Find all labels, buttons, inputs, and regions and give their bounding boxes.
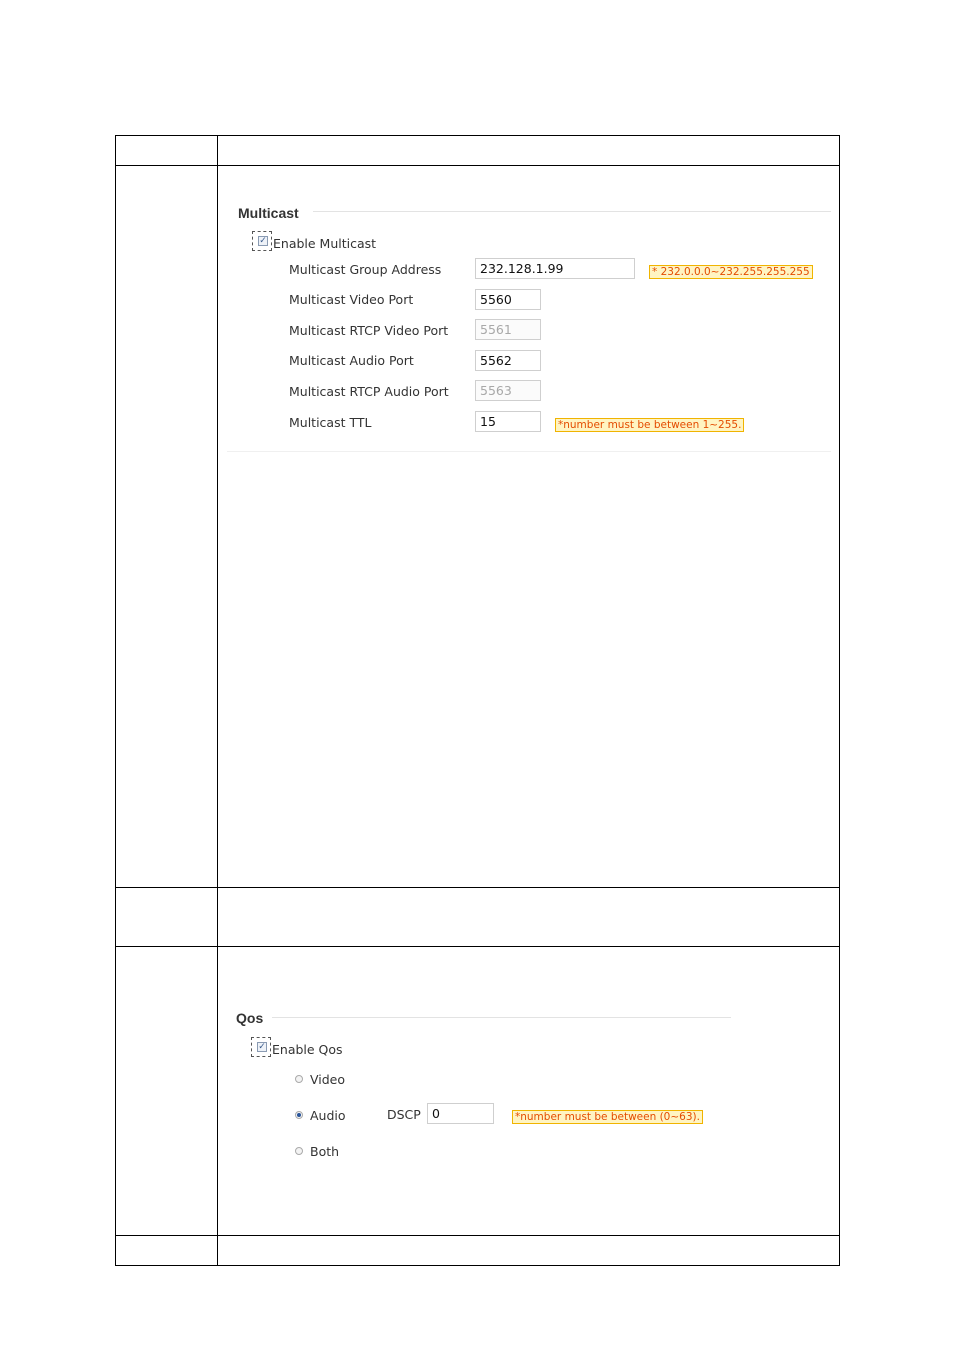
multicast-legend: Multicast [238,205,299,221]
multicast-rtcp-audio-port-input: 5563 [475,380,541,401]
table-cell-footer-left [115,1235,218,1266]
qos-legend-rule [272,1017,731,1018]
multicast-ttl-label: Multicast TTL [289,415,372,430]
multicast-video-port-label: Multicast Video Port [289,292,414,307]
multicast-rtcp-audio-port-label: Multicast RTCP Audio Port [289,384,449,399]
table-cell-row2-right [217,887,840,947]
multicast-audio-port-input[interactable]: 5562 [475,350,541,371]
dscp-input[interactable]: 0 [427,1103,494,1124]
multicast-address-range-hint: * 232.0.0.0~232.255.255.255 [649,265,813,279]
qos-video-radio[interactable] [295,1075,303,1083]
multicast-video-port-input[interactable]: 5560 [475,289,541,310]
checkbox-check-icon: ✓ [259,236,267,246]
enable-qos-label: Enable Qos [272,1042,343,1057]
multicast-ttl-input[interactable]: 15 [475,411,541,432]
qos-both-label: Both [310,1144,340,1159]
multicast-group-address-label: Multicast Group Address [289,262,442,277]
dscp-label: DSCP [387,1107,421,1122]
multicast-legend-rule [313,211,831,212]
table-cell-row3-left [115,946,218,1236]
enable-qos-checkbox[interactable] [251,1037,271,1057]
table-cell-row1-left [115,165,218,888]
table-cell-row3-right [217,946,840,1236]
table-cell-row2-left [115,887,218,947]
multicast-group-address-input[interactable]: 232.128.1.99 [475,258,635,279]
multicast-rtcp-video-port-label: Multicast RTCP Video Port [289,323,449,338]
multicast-rtcp-video-port-input: 5561 [475,319,541,340]
qos-video-label: Video [310,1072,346,1087]
table-cell-footer-right [217,1235,840,1266]
qos-audio-label: Audio [310,1108,346,1123]
enable-multicast-checkbox[interactable] [252,231,272,251]
table-cell-header-left [115,135,218,166]
multicast-fieldset-bottom [227,451,831,452]
table-cell-header-right [217,135,840,166]
qos-legend: Qos [236,1010,264,1026]
enable-multicast-label: Enable Multicast [273,236,377,251]
qos-both-radio[interactable] [295,1147,303,1155]
multicast-audio-port-label: Multicast Audio Port [289,353,414,368]
checkbox-check-icon: ✓ [258,1042,266,1052]
dscp-range-hint: *number must be between (0~63). [512,1110,703,1124]
qos-audio-radio[interactable] [295,1111,303,1119]
multicast-ttl-range-hint: *number must be between 1~255. [555,418,744,432]
